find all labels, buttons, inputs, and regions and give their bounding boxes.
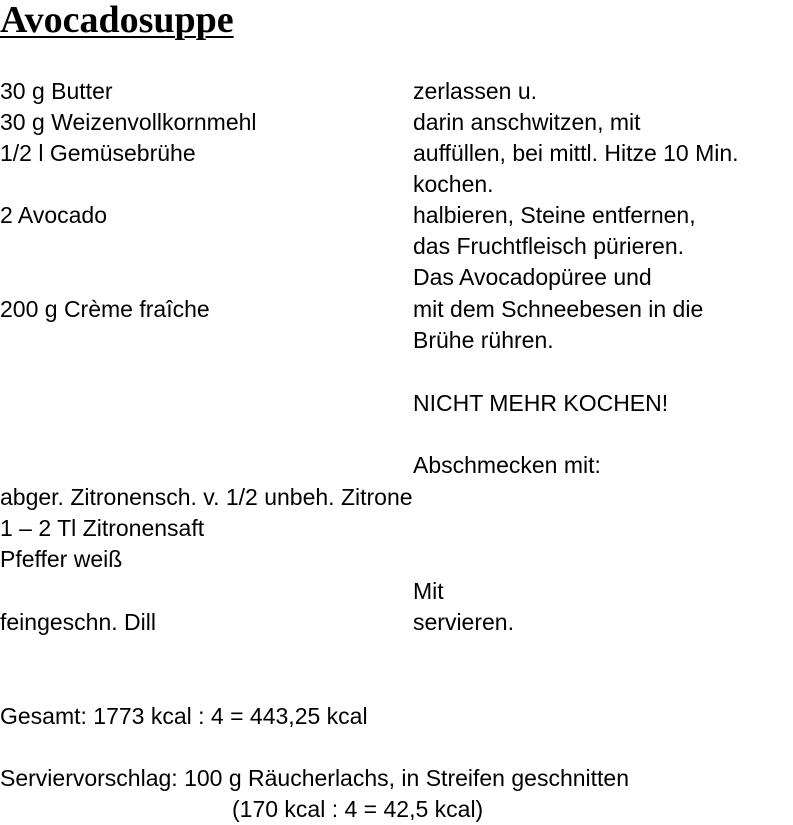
recipe-title: Avocadosuppe xyxy=(0,0,234,41)
instruction-text: Brühe rühren. xyxy=(413,327,554,353)
instruction-text: Abschmecken mit: xyxy=(413,452,601,478)
serving-suggestion: Serviervorschlag: 100 g Räucherlachs, in Streifen geschnitten xyxy=(0,765,630,791)
ingredient-text: Pfeffer weiß xyxy=(0,546,123,572)
instruction-text: servieren. xyxy=(413,609,514,635)
ingredient-text: 1/2 l Gemüsebrühe xyxy=(0,140,196,166)
instruction-text: darin anschwitzen, mit xyxy=(413,109,641,135)
instruction-text: zerlassen u. xyxy=(413,78,538,104)
ingredient-text: 30 g Weizenvollkornmehl xyxy=(0,109,257,135)
warning-text: NICHT MEHR KOCHEN! xyxy=(413,390,669,416)
instruction-text: Das Avocadopüree und xyxy=(413,264,652,290)
ingredient-text: 2 Avocado xyxy=(0,202,108,228)
total-calories: Gesamt: 1773 kcal : 4 = 443,25 kcal xyxy=(0,703,368,729)
instruction-text: halbieren, Steine entfernen, xyxy=(413,202,696,228)
ingredient-text: 200 g Crème fraîche xyxy=(0,296,210,322)
instruction-text: das Fruchtfleisch pürieren. xyxy=(413,233,685,259)
ingredient-text: 1 – 2 Tl Zitronensaft xyxy=(0,515,205,541)
serving-suggestion-calories: (170 kcal : 4 = 42,5 kcal) xyxy=(232,796,484,822)
instruction-text: auffüllen, bei mittl. Hitze 10 Min. xyxy=(413,140,739,166)
ingredient-text: feingeschn. Dill xyxy=(0,609,156,635)
instruction-text: kochen. xyxy=(413,171,494,197)
ingredient-text: 30 g Butter xyxy=(0,78,113,104)
ingredient-text: abger. Zitronensch. v. 1/2 unbeh. Zitrone xyxy=(0,484,413,510)
instruction-text: Mit xyxy=(413,578,444,604)
instruction-text: mit dem Schneebesen in die xyxy=(413,296,704,322)
